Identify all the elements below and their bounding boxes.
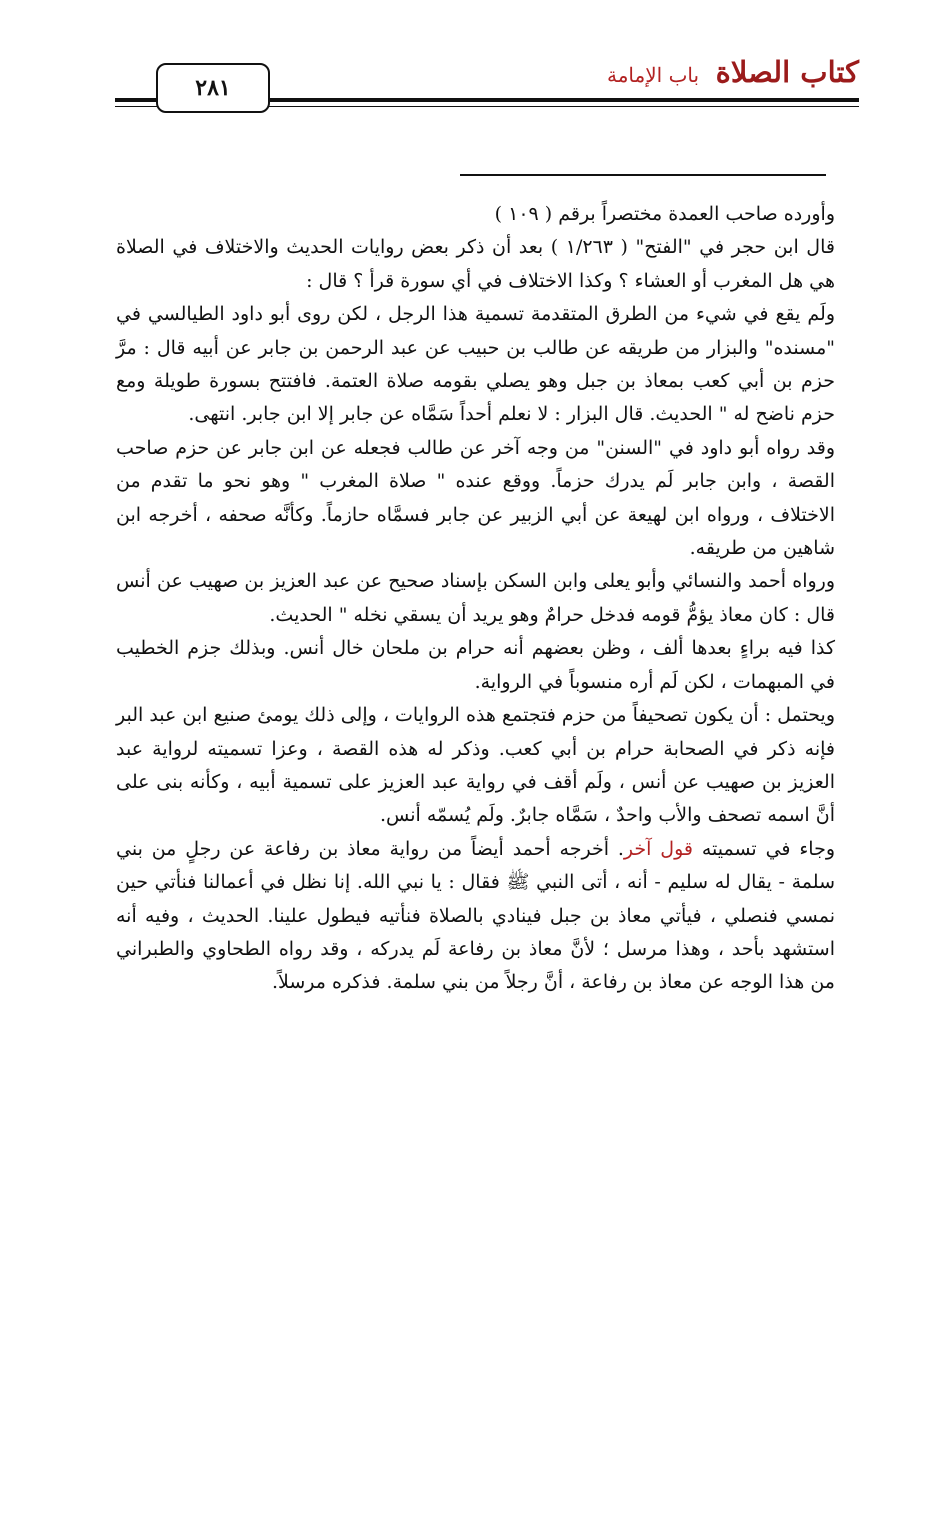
page-header	[0, 0, 945, 130]
page-number: ٢٨١	[195, 75, 231, 101]
paragraph-2: قال ابن حجر في "الفتح" ( ١/٢٦٣ ) بعد أن ذكر بعض روايات الحديث والاختلاف في الصلاة هي هل المغرب أو العشاء ؟ وكذا الاختلاف في أي سورة قرأ ؟ قال :	[116, 236, 835, 292]
paragraph-4: وقد رواه أبو داود في "السنن" من وجه آخر عن طالب فجعله عن ابن جابر عن حزم صاحب القصة ، وابن جابر لَم يدرك حزماً. ووقع عنده " صلاة المغرب " وهو نحو ما تقدم من الاختلاف ، ورواه ابن لهيعة عن أبي الزبير عن جابر فسمَّاه حازماً. وكأنَّه صحفه ، أخرجه ابن شاهين من طريقه.	[116, 436, 835, 560]
paragraph-8-rest: . أخرجه أحمد أيضاً من رواية معاذ بن رفاعة عن رجلٍ من بني سلمة - يقال له سليم - أنه ، أتى النبي ﷺ فقال : يا نبي الله. إنا نظل في أعمالنا فنأتي حين نمسي فنصلي ، فيأتي معاذ بن جبل فينادي بالصلاة فنأتيه فيطول علينا. الحديث ، وفيه أنه استشهد بأحد ، وهذا مرسل ؛ لأنَّ معاذ بن رفاعة لَم يدركه ، وقد رواه الطحاوي والطبراني من هذا الوجه عن معاذ بن رفاعة ، أنَّ رجلاً من بني سلمة. فذكره مرسلاً.	[116, 837, 835, 994]
paragraph-7: ويحتمل : أن يكون تصحيفاً من حزم فتجتمع هذه الروايات ، وإلى ذلك يومئ صنيع ابن عبد البر فإنه ذكر في الصحابة حرام بن أبي كعب. وذكر له هذه القصة ، وعزا تسميته لرواية عبد العزيز بن صهيب عن أنس ، ولَم أقف في رواية عبد العزيز على تسمية أبيه ، وكأنه بنى على أنَّ اسمه تصحف والأب واحدٌ ، سَمَّاه جابرٌ. ولَم يُسمّه أنس.	[116, 704, 835, 827]
paragraph-8	[116, 833, 835, 1000]
highlighted-phrase: قول آخر	[623, 837, 693, 860]
paragraph-5: ورواه أحمد والنسائي وأبو يعلى وابن السكن بإسناد صحيح عن عبد العزيز بن صهيب عن أنس قال : كان معاذ يؤمُّ قومه فدخل حرامٌ وهو يريد أن يسقي نخله " الحديث.	[116, 570, 835, 626]
book-title: كتاب الصلاة	[715, 55, 859, 89]
chapter-title: باب الإمامة	[607, 63, 700, 87]
paragraph-6: كذا فيه براءٍ بعدها ألف ، وظن بعضهم أنه حرام بن ملحان خال أنس. وبذلك جزم الخطيب في المبهمات ، لكن لَم أره منسوباً في الرواية.	[116, 637, 835, 693]
running-title	[607, 56, 859, 91]
page-number-box	[156, 63, 270, 113]
paragraph-8-start: وجاء في تسميته	[701, 837, 836, 860]
paragraph-1: وأورده صاحب العمدة مختصراً برقم ( ١٠٩ )	[494, 203, 835, 225]
paragraph-3: ولَم يقع في شيء من الطرق المتقدمة تسمية هذا الرجل ، لكن روى أبو داود الطيالسي في "مسنده" والبزار من طريقه عن طالب بن حبيب عن عبد الرحمن بن جابر عن أبيه قال : مرَّ حزم بن أبي كعب بمعاذ بن جبل وهو يصلي بقومه صلاة العتمة. فافتتح بسورة طويلة ومع حزم ناضح له " الحديث. قال البزار : لا نعلم أحداً سَمَّاه عن جابر إلا ابن جابر. انتهى.	[116, 303, 835, 426]
footnote-body	[116, 198, 835, 1000]
footnote-separator	[460, 174, 826, 176]
